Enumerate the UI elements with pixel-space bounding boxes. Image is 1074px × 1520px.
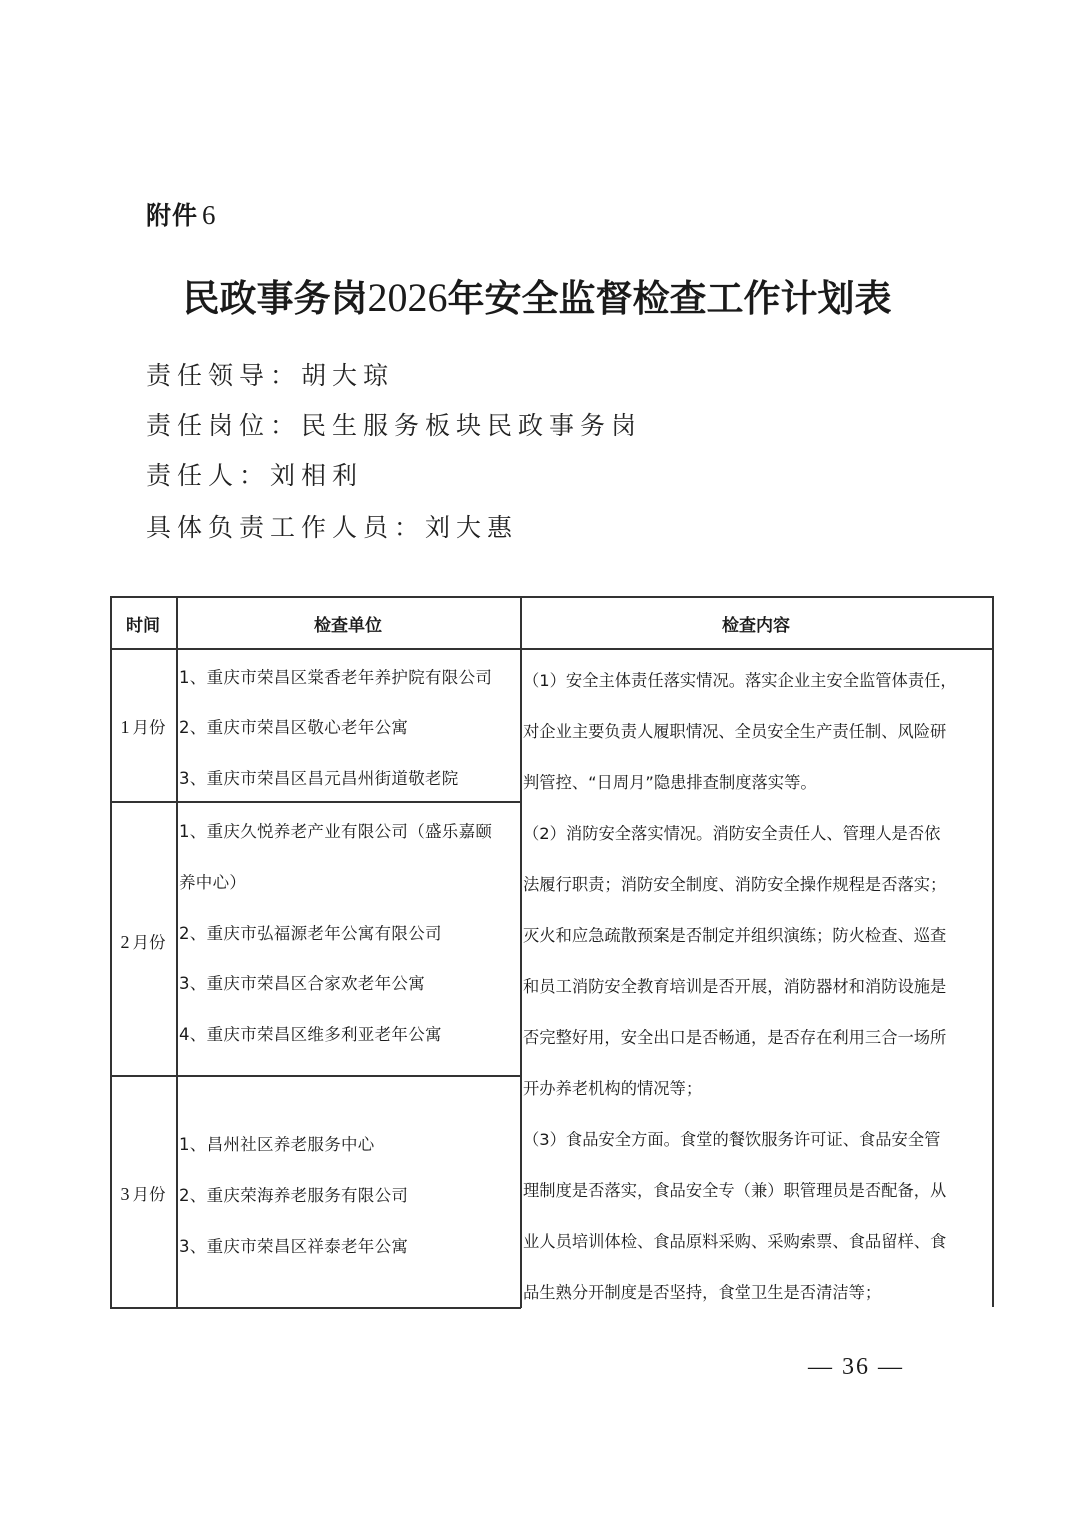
- title-suffix: 年安全监督检查工作计划表: [447, 276, 892, 320]
- attachment-text: 附件: [146, 201, 199, 230]
- content-line: 业人员培训体检、食品原料采购、采购索票、食品留样、食: [523, 1232, 947, 1251]
- meta-label: 责任领导：: [146, 361, 302, 390]
- month-cell: [110, 714, 176, 738]
- attachment-number: 6: [202, 200, 217, 230]
- month-unit: 月份: [132, 718, 166, 737]
- unit-item: 2、重庆荣海养老服务有限公司: [179, 1186, 409, 1205]
- meta-value: 胡大琼: [301, 361, 395, 390]
- inspection-content: [523, 655, 993, 1318]
- table-border-top: [110, 596, 993, 598]
- unit-item: 2、重庆市荣昌区敬心老年公寓: [179, 718, 409, 737]
- table-border-right: [992, 596, 994, 1307]
- content-line: 否完整好用，安全出口是否畅通，是否存在利用三合一场所: [523, 1028, 947, 1047]
- meta-value: 民生服务板块民政事务岗: [301, 411, 643, 440]
- unit-item: 1、重庆市荣昌区棠香老年养护院有限公司: [179, 668, 493, 687]
- attachment-label: [146, 196, 217, 232]
- content-line: （3）食品安全方面。食堂的餐饮服务许可证、食品安全管: [523, 1130, 941, 1149]
- unit-item: 1、重庆久悦养老产业有限公司（盛乐嘉颐: [179, 822, 493, 841]
- content-line: 判管控、“日周月”隐患排查制度落实等。: [523, 773, 817, 792]
- unit-item: 2、重庆市弘福源老年公寓有限公司: [179, 924, 442, 943]
- header-time: 时间: [126, 616, 160, 636]
- content-line: 灭火和应急疏散预案是否制定并组织演练；防火检查、巡查: [523, 926, 947, 945]
- month-unit: 月份: [132, 1185, 166, 1204]
- content-line: 开办养老机构的情况等；: [523, 1079, 703, 1098]
- meta-value: 刘大惠: [425, 513, 519, 542]
- document-title: [0, 268, 1074, 322]
- content-line: 和员工消防安全教育培训是否开展，消防器材和消防设施是: [523, 977, 947, 996]
- content-line: 理制度是否落实，食品安全专（兼）职管理员是否配备，从: [523, 1181, 947, 1200]
- meta-responsible-person: [146, 456, 363, 492]
- unit-item: 3、重庆市荣昌区昌元昌州街道敬老院: [179, 769, 459, 788]
- meta-label: 责任人：: [146, 461, 271, 490]
- unit-item: 4、重庆市荣昌区维多利亚老年公寓: [179, 1025, 442, 1044]
- unit-item: 1、昌州社区养老服务中心: [179, 1135, 375, 1154]
- content-line: （1）安全主体责任落实情况。落实企业主安全监管体责任，: [523, 671, 957, 690]
- month-number: 2: [120, 932, 130, 952]
- col-divider-1: [176, 596, 178, 1308]
- table-border-left: [110, 596, 112, 1308]
- header-unit: 检查单位: [314, 616, 382, 636]
- row-2-bottom: [110, 1075, 521, 1077]
- month-number: 1: [120, 717, 130, 737]
- month-cell: [110, 929, 176, 953]
- header-content: 检查内容: [722, 616, 790, 636]
- page-number: — 36 —: [808, 1354, 904, 1380]
- title-prefix: 民政事务岗: [182, 276, 368, 320]
- meta-label: 责任岗位：: [146, 411, 302, 440]
- month-unit: 月份: [132, 933, 166, 952]
- meta-responsible-post: [146, 406, 642, 442]
- unit-item: 养中心）: [179, 873, 247, 892]
- content-line: 对企业主要负责人履职情况、全员安全生产责任制、风险研: [523, 722, 947, 741]
- unit-item: 3、重庆市荣昌区祥泰老年公寓: [179, 1237, 409, 1256]
- meta-staff: [146, 508, 518, 544]
- month-cell: [110, 1181, 176, 1205]
- meta-value: 刘相利: [270, 461, 364, 490]
- col-divider-2: [520, 596, 522, 1308]
- meta-label: 具体负责工作人员：: [146, 513, 426, 542]
- month-number: 3: [120, 1184, 130, 1204]
- content-line: 法履行职责；消防安全制度、消防安全操作规程是否落实；: [523, 875, 947, 894]
- title-year: 2026: [367, 275, 448, 320]
- meta-responsible-leader: [146, 356, 394, 392]
- content-line: 品生熟分开制度是否坚持，食堂卫生是否清洁等；: [523, 1283, 882, 1302]
- table-header-bottom: [110, 648, 993, 650]
- row-3-bottom: [110, 1307, 521, 1309]
- unit-item: 3、重庆市荣昌区合家欢老年公寓: [179, 974, 425, 993]
- row-1-bottom: [110, 801, 521, 803]
- content-line: （2）消防安全落实情况。消防安全责任人、管理人是否依: [523, 824, 941, 843]
